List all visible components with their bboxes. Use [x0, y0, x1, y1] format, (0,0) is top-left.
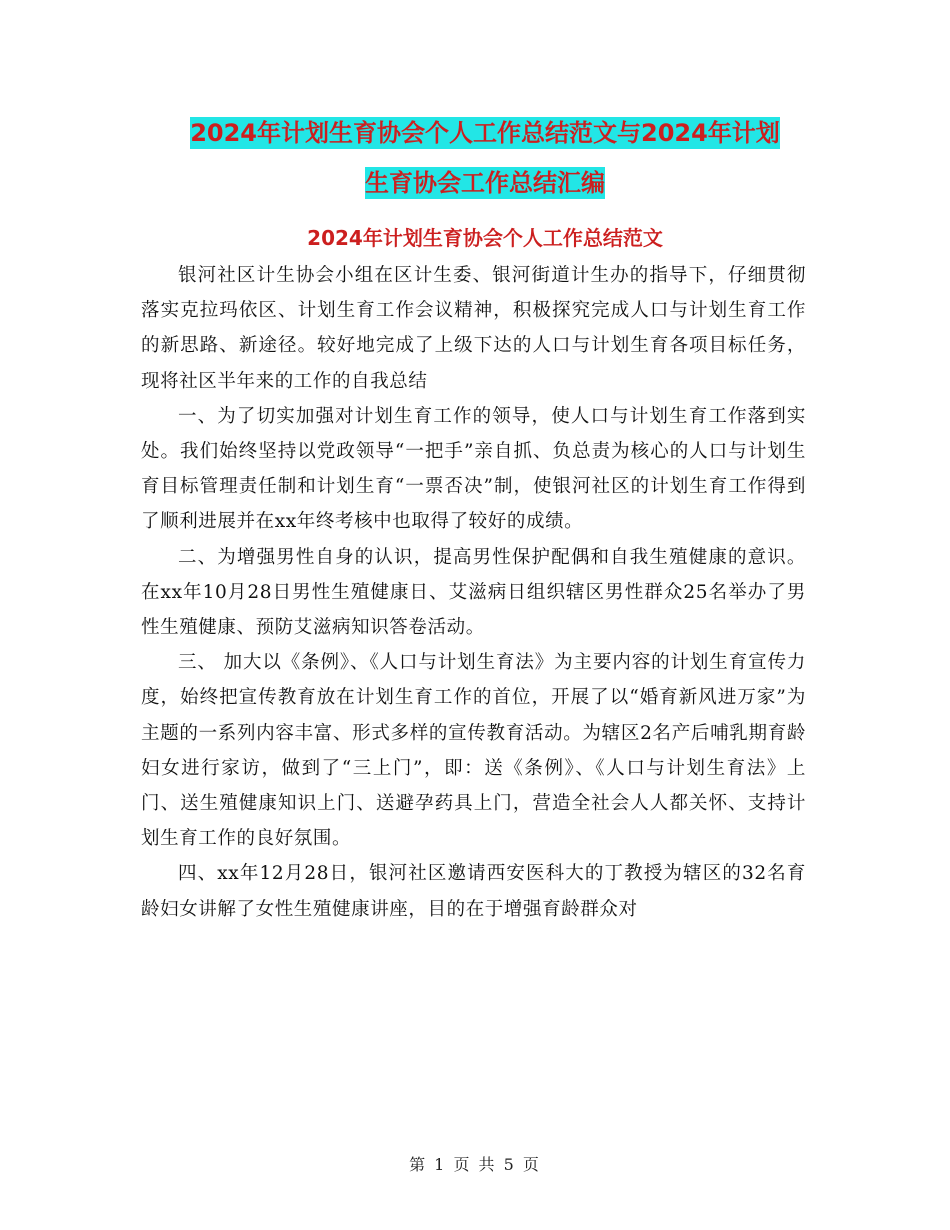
title-line-1: 2024年计划生育协会个人工作总结范文与2024年计划 [190, 119, 780, 147]
paragraph: 银河社区计生协会小组在区计生委、银河街道计生办的指导下，仔细贯彻落实克拉玛依区、计划生育工作会议精神，积极探究完成人口与计划生育工作的新思路、新途径。较好地完成了上级下达的人口与计划生育各项目标任务，现将社区半年来的工作的自我总结 [141, 265, 806, 392]
paragraph: 三、 加大以《条例》、《人口与计划生育法》为主要内容的计划生育宣传力度，始终把宣传教育放在计划生育工作的首位，开展了以“婚育新风进万家”为主题的一系列内容丰富、形式多样的宣传教育活动。为辖区2名产后哺乳期育龄妇女进行家访，做到了“三上门”，即：送《条例》、《人口与计划生育法》上门、送生殖健康知识上门、送避孕药具上门，营造全社会人人都关怀、支持计划生育工作的良好氛围。 [141, 652, 806, 850]
page-footer: 第 1 页 共 5 页 [409, 1155, 541, 1174]
title-line-2: 生育协会工作总结汇编 [365, 169, 605, 197]
document-title [140, 108, 830, 208]
paragraph: 二、为增强男性自身的认识，提高男性保护配偶和自我生殖健康的意识。在xx年10月28日男性生殖健康日、艾滋病日组织辖区男性群众25名举办了男性生殖健康、预防艾滋病知识答卷活动。 [141, 546, 806, 639]
paragraph: 四、xx年12月28日，银河社区邀请西安医科大的丁教授为辖区的32名育龄妇女讲解了女性生殖健康讲座，目的在于增强育龄群众对 [141, 863, 806, 920]
paragraph: 一、为了切实加强对计划生育工作的领导，使人口与计划生育工作落到实处。我们始终坚持以党政领导“一把手”亲自抓、负总责为核心的人口与计划生育目标管理责任制和计划生育“一票否决”制，使银河社区的计划生育工作得到了顺利进展并在xx年终考核中也取得了较好的成绩。 [141, 405, 806, 533]
body-text [141, 258, 806, 927]
section-subtitle: 2024年计划生育协会个人工作总结范文 [307, 226, 663, 250]
